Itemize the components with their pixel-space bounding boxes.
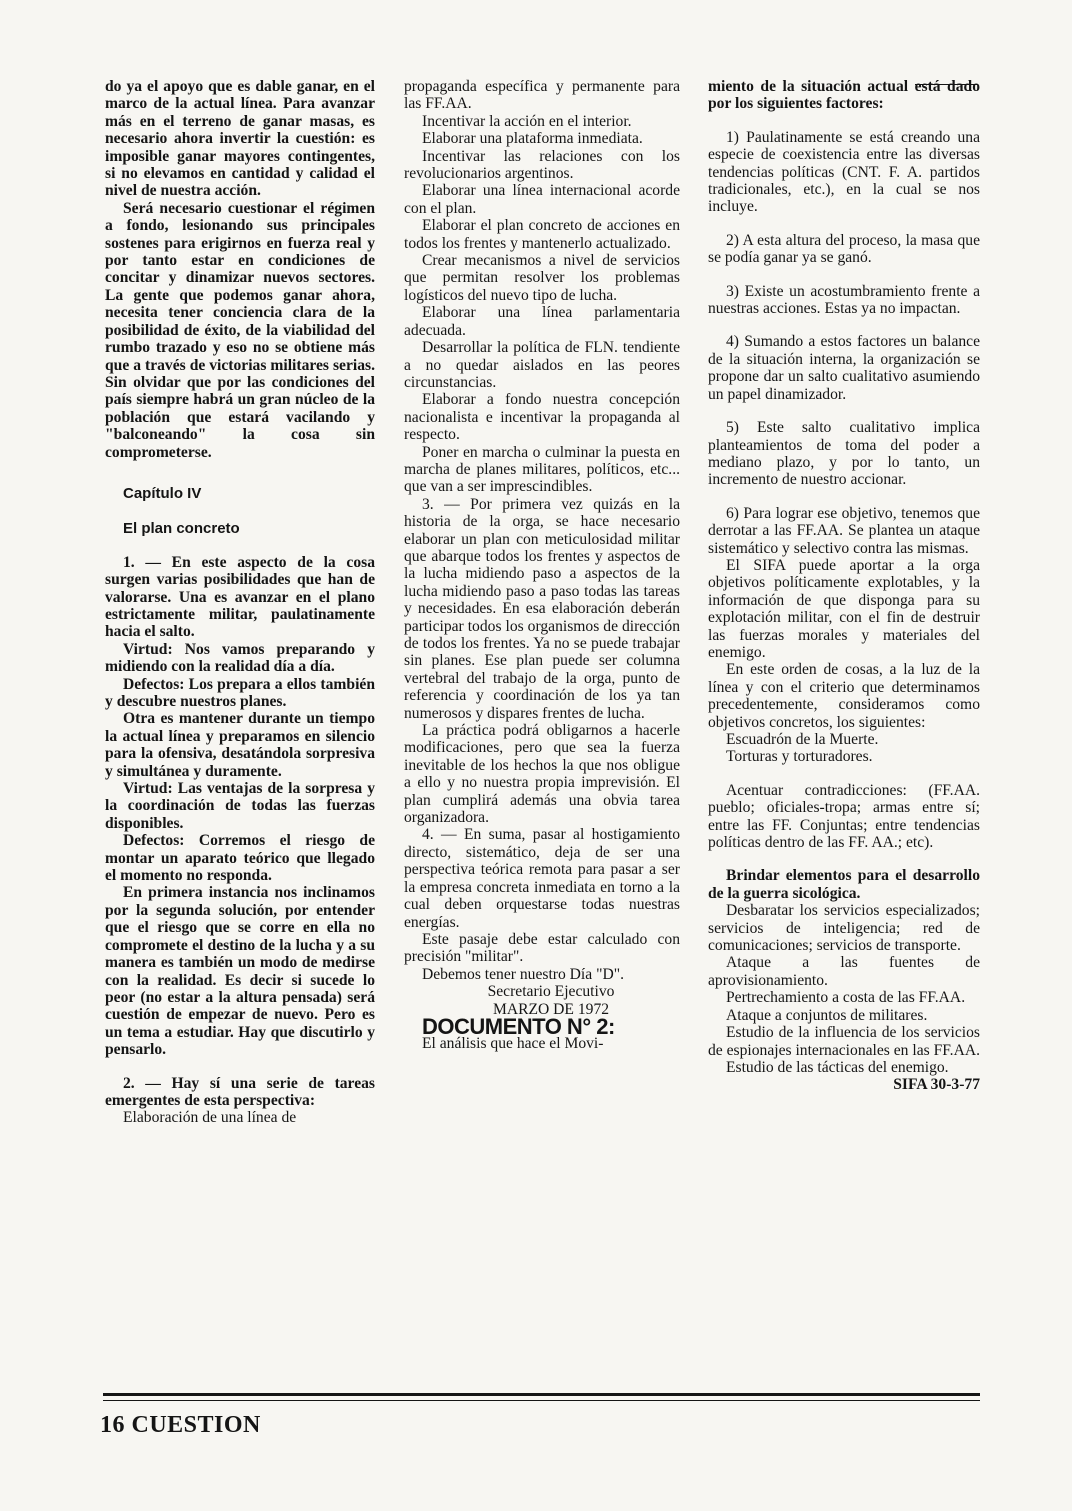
list-item: 6) Para lograr ese objetivo, tenemos que derrotar a las FF.AA. Se plantea un ataque sistemático y selectivo contra las mismas. <box>708 504 980 557</box>
paragraph: Elaborar una línea internacional acorde con el plan. <box>404 182 680 217</box>
footer-rule-thin <box>103 1400 980 1401</box>
signature-date: MARZO DE 1972 <box>492 1000 610 1018</box>
sign-off: SIFA 30-3-77 <box>893 1076 980 1094</box>
list-item: 5) Este salto cualitativo implica planteamientos de toma del poder a mediano plazo, y por lo tanto, un incremento de nuestro accionar. <box>708 419 980 489</box>
signature-title: Secretario Ejecutivo <box>487 983 615 1001</box>
paragraph: 4. — En suma, pasar al hostigamiento directo, sistemático, deja de ser una perspectiva teórica remota para pasar a ser la empresa concreta inmediata en torno a la cual deben orquestarse todas nuestras energías. <box>404 826 680 931</box>
column-3 <box>708 78 980 1094</box>
paragraph: Estudio de la influencia de los servicios de espionajes internacionales en las FF.AA. <box>708 1024 981 1059</box>
document-heading: DOCUMENTO N° 2: <box>422 1013 615 1039</box>
paragraph: Incentivar las relaciones con los revolucionarios argentinos. <box>404 147 680 183</box>
paragraph: Defectos: Los prepara a ellos también y descubre nuestros planes. <box>105 675 375 710</box>
paragraph: Desbaratar los servicios especializados; servicios de inteligencia; red de comunicaciones; servicios de transporte. <box>708 902 980 955</box>
paragraph: Defectos: Corremos el riesgo de montar un aparato teórico que llegado el momento no responda. <box>105 832 375 885</box>
paragraph: Pertrechamiento a costa de las FF.AA. <box>726 989 966 1007</box>
signature <box>404 983 680 1018</box>
paragraph: Brindar elementos para el desarrollo de la guerra sicológica. <box>708 867 980 902</box>
list-item: 1) Paulatinamente se está creando una especie de coexistencia entre las diversas tendencias políticas (CNT. F. A. partidos tradicionales, etc.), en la cual se nos incluye. <box>708 128 980 216</box>
paragraph: Elaboración de una línea de <box>123 1109 297 1127</box>
paragraph: En este orden de cosas, a la luz de la línea y con el criterio que determinamos precedentemente, consideramos como objetivos concretos, los siguientes: <box>708 661 980 731</box>
paragraph: Torturas y torturadores. <box>726 748 873 766</box>
paragraph: 1. — En este aspecto de la cosa surgen varias posibilidades que han de valorarse. Una es avanzar en el plano estrictamente militar, paulatinamente hacia el salto. <box>105 553 375 641</box>
paragraph: Otra es mantener durante un tiempo la actual línea y preparamos en silencio para la ofensiva, desatándola sorpresiva y simultánea y duramente. <box>105 710 375 780</box>
paragraph: Elaborar a fondo nuestra concepción nacionalista e incentivar la propaganda al respecto. <box>404 391 680 444</box>
paragraph: Elaborar una línea parlamentaria adecuada. <box>404 304 680 339</box>
paragraph: En primera instancia nos inclinamos por la segunda solución, por entender que el riesgo que se corre en ella no compromete el destino de la lucha y a su manera es también un modo de medirse con la realidad. Es decir si sucede lo peor (no estar a la altura pensada) será cuestión de empezar de nuevo. Pero es un tema a estudiar. Hay que discutirlo y pensarlo. <box>105 884 375 1059</box>
list-item: 4) Sumando a estos factores un balance de la situación interna, la organización se propone dar un salto cualitativo asumiendo un papel dinamizador. <box>708 333 980 403</box>
paragraph: Elaborar el plan concreto de acciones en todos los frentes y mantenerlo actualizado. <box>404 217 680 252</box>
column-1 <box>105 78 375 1127</box>
paragraph: Será necesario cuestionar el régimen a fondo, lesionando sus principales sostenes para erigirnos en fuerza real y por tanto estar en condiciones de concitar y dinamizar nuevos sectores. La gente que podemos ganar ahora, necesita tener conciencia clara de la posibilidad de éxito, de la viabilidad del rumbo trazado y eso no se obtiene más que a través de victorias militares serias. Sin olvidar que por las condiciones del país siempre habrá un gran núcleo de la población que estará vacilando y "balconeando" la cosa sin comprometerse. <box>105 199 375 461</box>
paragraph: Debemos tener nuestro Día "D". <box>422 965 624 983</box>
paragraph: Virtud: Las ventajas de la sorpresa y la coordinación de todas las fuerzas disponibles. <box>105 780 375 832</box>
paragraph: Estudio de las tácticas del enemigo. <box>726 1058 949 1076</box>
paragraph: propaganda específica y permanente para las FF.AA. <box>404 78 680 113</box>
paragraph: do ya el apoyo que es dable ganar, en el marco de la actual línea. Para avanzar más en el terreno de ganar masas, es necesario ahora invertir la cuestión: es imposible ganar mayores contingentes, si no elevamos en cantidad y calidad el nivel de nuestra acción. <box>105 78 375 200</box>
paragraph: Ataque a conjuntos de militares. <box>726 1006 928 1024</box>
paragraph: Desarrollar la política de FLN. tendiente a no quedar aislados en las peores circunstancias. <box>404 339 680 391</box>
footer-rule <box>103 1393 980 1396</box>
paragraph: 3. — Por primera vez quizás en la historia de la orga, se hace necesario elaborar un plan con meticulosidad militar que abarque todos los frentes y aspectos de la lucha midiendo paso a aspectos de la lucha midiendo paso a paso todas las tareas y necesidades. En esa elaboración deberán participar todos los organismos de dirección de todos los frentes. Ya no se puede trabajar sin planes. Ese plan puede ser columna vertebral del trabajo de la orga, punto de referencia y coordinación de los ya tan numerosos y dispares frentes de lucha. <box>404 495 680 722</box>
paragraph: 2. — Hay sí una serie de tareas emergentes de esta perspectiva: <box>105 1074 375 1109</box>
column-2 <box>404 78 680 1053</box>
chapter-heading: Capítulo IV <box>123 484 202 502</box>
page-footer: 16 CUESTION <box>100 1412 261 1438</box>
paragraph: Ataque a las fuentes de aprovisionamiento. <box>708 954 980 989</box>
paragraph: Crear mecanismos a nivel de servicios que permitan resolver los problemas logísticos del nuevo tipo de lucha. <box>404 252 680 304</box>
paragraph: Virtud: Nos vamos preparando y midiendo con la realidad día a día. <box>105 640 375 676</box>
paragraph: Este pasaje debe estar calculado con precisión "militar". <box>404 930 680 966</box>
paragraph: miento de la situación actual está dado por los siguientes factores: <box>708 78 980 113</box>
paragraph: Elaborar una plataforma inmediata. <box>422 130 643 148</box>
paragraph: Acentuar contradicciones: (FF.AA. pueblo; oficiales-tropa; armas entre sí; entre las FF. Conjuntas; entre tendencias políticas dentro de las FF. AA.; etc). <box>708 781 980 852</box>
paragraph: Poner en marcha o culminar la puesta en marcha de planes militares, políticos, etc... que van a ser imprescindibles. <box>404 443 680 496</box>
paragraph: Escuadrón de la Muerte. <box>726 731 879 748</box>
section-heading: El plan concreto <box>123 520 240 538</box>
paragraph: El SIFA puede aportar a la orga objetivos políticamente explotables, y la información de que disponga para su explotación militar, con el fin de destruir las fuerzas morales y materiales del enemigo. <box>708 556 980 661</box>
paragraph: Incentivar la acción en el interior. <box>422 112 632 130</box>
list-item: 3) Existe un acostumbramiento frente a nuestras acciones. Estas ya no impactan. <box>708 282 980 318</box>
paragraph: El análisis que hace el Movi- <box>422 1035 604 1053</box>
list-item: 2) A esta altura del proceso, la masa que se podía ganar ya se ganó. <box>708 231 980 267</box>
paragraph: La práctica podrá obligarnos a hacerle modificaciones, pero que sea la fuerza inevitable de los hechos la que nos obligue a ello y no nuestra propia imprevisión. El plan cumplirá además una obvia tarea organizadora. <box>404 722 680 827</box>
